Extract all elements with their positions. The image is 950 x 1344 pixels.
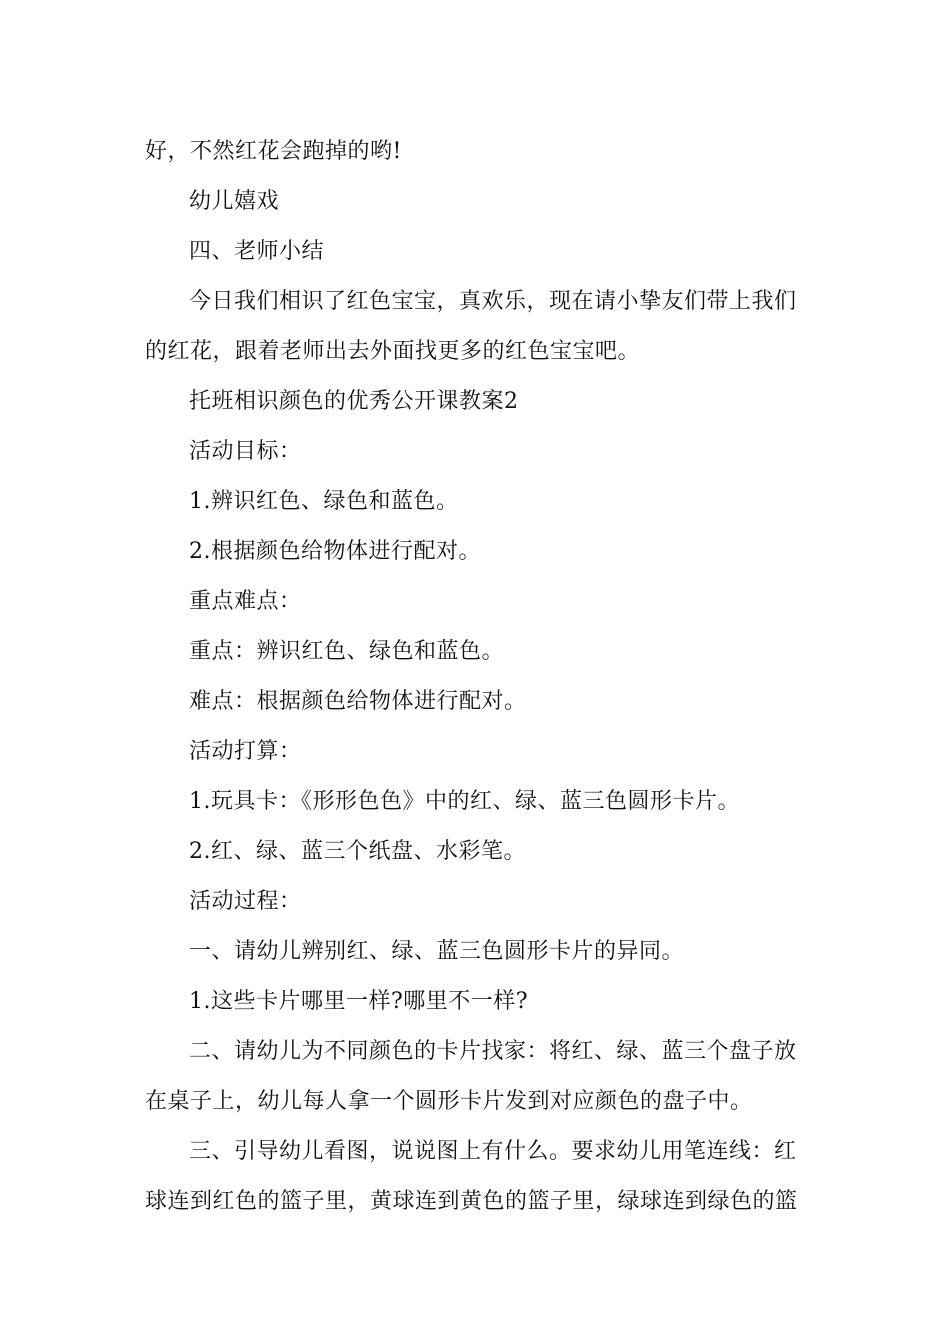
paragraph-line: 幼儿嬉戏	[189, 189, 280, 214]
paragraph-continuation: 的红花，跟着老师出去外面找更多的红色宝宝吧。	[145, 339, 641, 364]
document-subtitle: 托班相识颜色的优秀公开课教案2	[189, 389, 519, 414]
paragraph-line: 三、引导幼儿看图，说说图上有什么。要求幼儿用笔连线：红	[189, 1139, 797, 1164]
section-heading: 四、老师小结	[189, 239, 325, 264]
section-heading: 活动目标：	[189, 439, 302, 464]
paragraph-line: 难点：根据颜色给物体进行配对。	[189, 689, 527, 714]
paragraph-line: 今日我们相识了红色宝宝，真欢乐，现在请小挚友们带上我们	[189, 289, 797, 314]
paragraph-continuation: 在桌子上，幼儿每人拿一个圆形卡片发到对应颜色的盘子中。	[145, 1089, 753, 1114]
list-item: 1.这些卡片哪里一样?哪里不一样?	[189, 989, 529, 1014]
list-item: 1.辨识红色、绿色和蓝色。	[189, 489, 459, 514]
paragraph-continuation: 球连到红色的篮子里，黄球连到黄色的篮子里，绿球连到绿色的篮	[145, 1189, 798, 1214]
section-heading: 活动过程：	[189, 889, 302, 914]
list-item: 2.红、绿、蓝三个纸盘、水彩笔。	[189, 839, 526, 864]
paragraph-line: 重点：辨识红色、绿色和蓝色。	[189, 639, 505, 664]
section-heading: 活动打算：	[189, 739, 302, 764]
paragraph-continuation: 好，不然红花会跑掉的哟!	[145, 139, 402, 164]
section-heading: 重点难点：	[189, 589, 302, 614]
list-item: 1.玩具卡：《形形色色》中的红、绿、蓝三色圆形卡片。	[189, 789, 740, 814]
list-item: 2.根据颜色给物体进行配对。	[189, 539, 481, 564]
paragraph-line: 二、请幼儿为不同颜色的卡片找家：将红、绿、蓝三个盘子放	[189, 1039, 797, 1064]
paragraph-line: 一、请幼儿辨别红、绿、蓝三色圆形卡片的异同。	[189, 939, 685, 964]
